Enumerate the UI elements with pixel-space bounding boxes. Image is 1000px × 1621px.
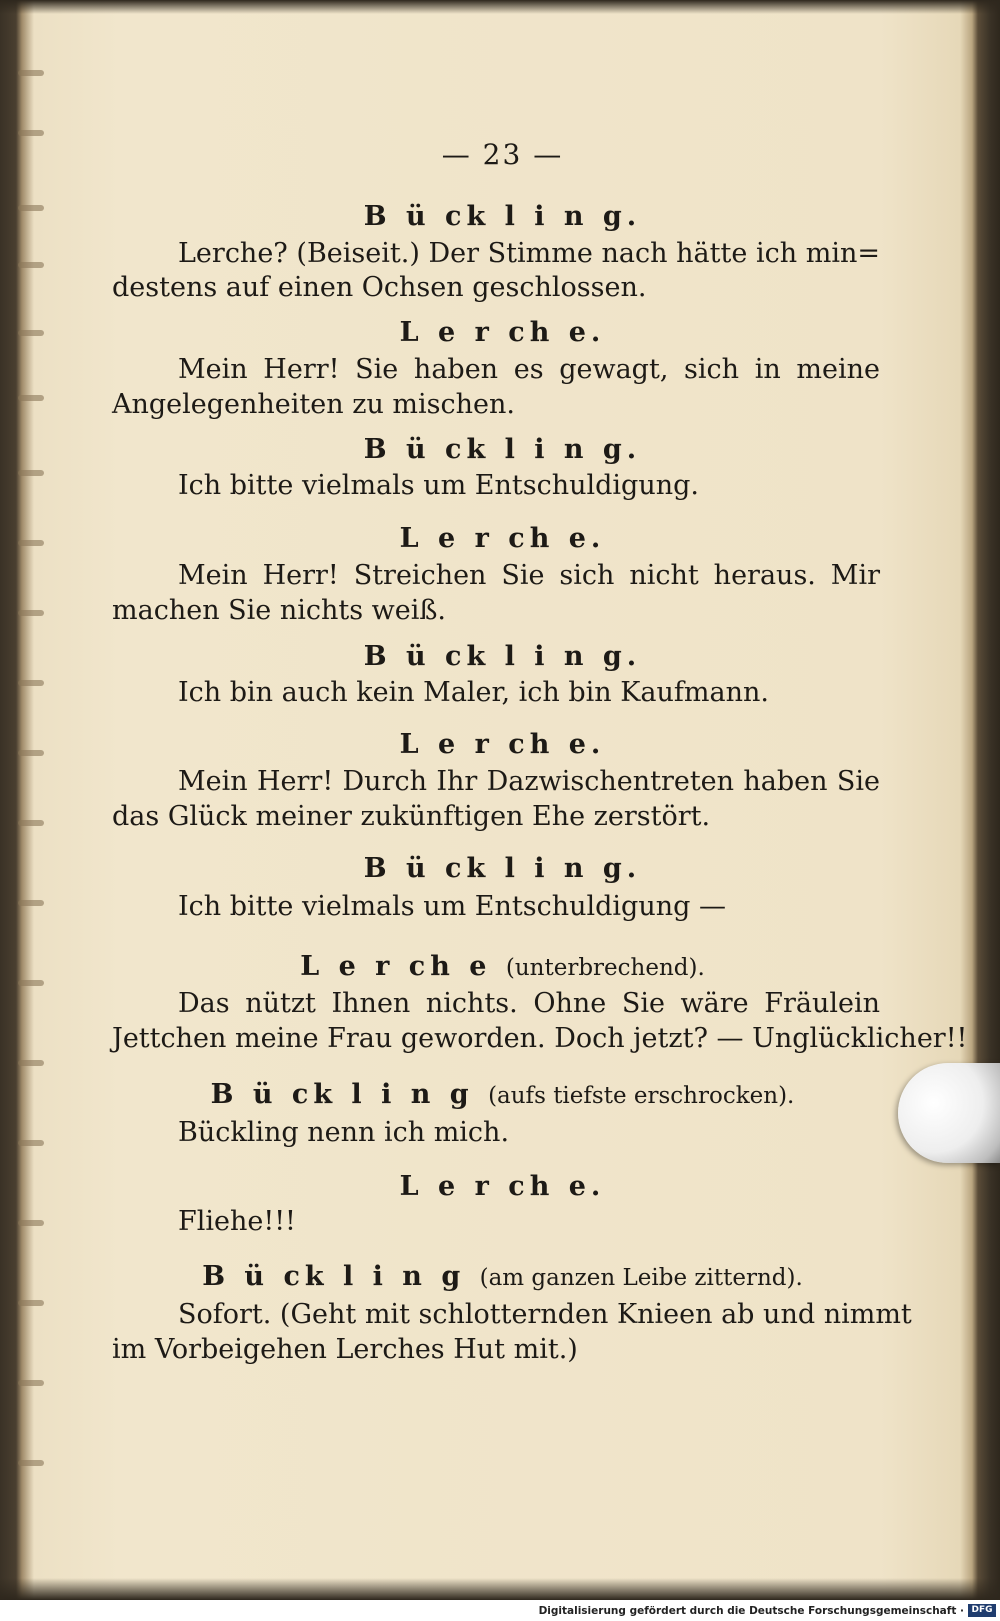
dialogue-line: machen Sie nichts weiß. [112, 595, 447, 626]
dialogue-line: Fliehe!!! [178, 1206, 296, 1237]
dialogue-line: destens auf einen Ochsen geschlossen. [112, 272, 647, 303]
dialogue-line: Mein Herr! Sie haben es gewagt, sich in meine [178, 354, 880, 385]
dialogue-line: das Glück meiner zukünftigen Ehe zerstört. [112, 801, 711, 832]
speaker-heading [40, 950, 965, 985]
dialogue-line: Sofort. (Geht mit schlotternden Knieen ab und nimmt [178, 1299, 912, 1330]
dialogue-line: Jettchen meine Frau geworden. Doch jetzt? — Unglücklicher!! [112, 1023, 968, 1054]
dialogue-line: Mein Herr! Streichen Sie sich nicht heraus. Mir [178, 560, 880, 591]
speaker-heading: B ü ck l i n g. [363, 853, 642, 884]
dialogue-line: Mein Herr! Durch Ihr Dazwischentreten haben Sie [178, 766, 880, 797]
funding-notice: Digitalisierung gefördert durch die Deutsche Forschungsgemeinschaft · [538, 1605, 964, 1617]
stage-direction: (unterbrechend). [505, 955, 705, 981]
speaker-name: B ü ck l i n g [202, 1261, 466, 1292]
dialogue-line: Das nützt Ihnen nichts. Ohne Sie wäre Fräulein [178, 988, 880, 1019]
dfg-logo: DFG [968, 1604, 996, 1617]
speaker-name: L e r ch e [300, 951, 492, 982]
dialogue-line: Ich bin auch kein Maler, ich bin Kaufmann. [178, 677, 769, 708]
page-clip [898, 1063, 1000, 1163]
speaker-heading: L e r ch e. [399, 729, 606, 760]
speaker-heading: B ü ck l i n g. [363, 641, 642, 672]
speaker-heading [40, 1078, 965, 1113]
page-number: — 23 — [441, 138, 564, 171]
stage-direction: (am ganzen Leibe zitternd). [479, 1265, 803, 1291]
stage-direction: (aufs tiefste erschrocken). [488, 1083, 795, 1109]
dialogue-line: Ich bitte vielmals um Entschuldigung — [178, 891, 726, 922]
dialogue-line: Ich bitte vielmals um Entschuldigung. [178, 470, 699, 501]
speaker-heading: B ü ck l i n g. [363, 201, 642, 232]
dialogue-line: Lerche? (Beiseit.) Der Stimme nach hätte ich min= [178, 238, 880, 269]
dialogue-line: Angelegenheiten zu mischen. [112, 389, 515, 420]
book-page [40, 30, 968, 1585]
speaker-heading: L e r ch e. [399, 523, 606, 554]
dialogue-line: Bückling nenn ich mich. [178, 1117, 510, 1148]
footer-bar [0, 1600, 1000, 1621]
speaker-heading: B ü ck l i n g. [363, 434, 642, 465]
speaker-heading: L e r ch e. [399, 1171, 606, 1202]
speaker-name: B ü ck l i n g [210, 1079, 474, 1110]
dialogue-line: im Vorbeigehen Lerches Hut mit.) [112, 1334, 578, 1365]
speaker-heading: L e r ch e. [399, 317, 606, 348]
speaker-heading [40, 1260, 965, 1295]
